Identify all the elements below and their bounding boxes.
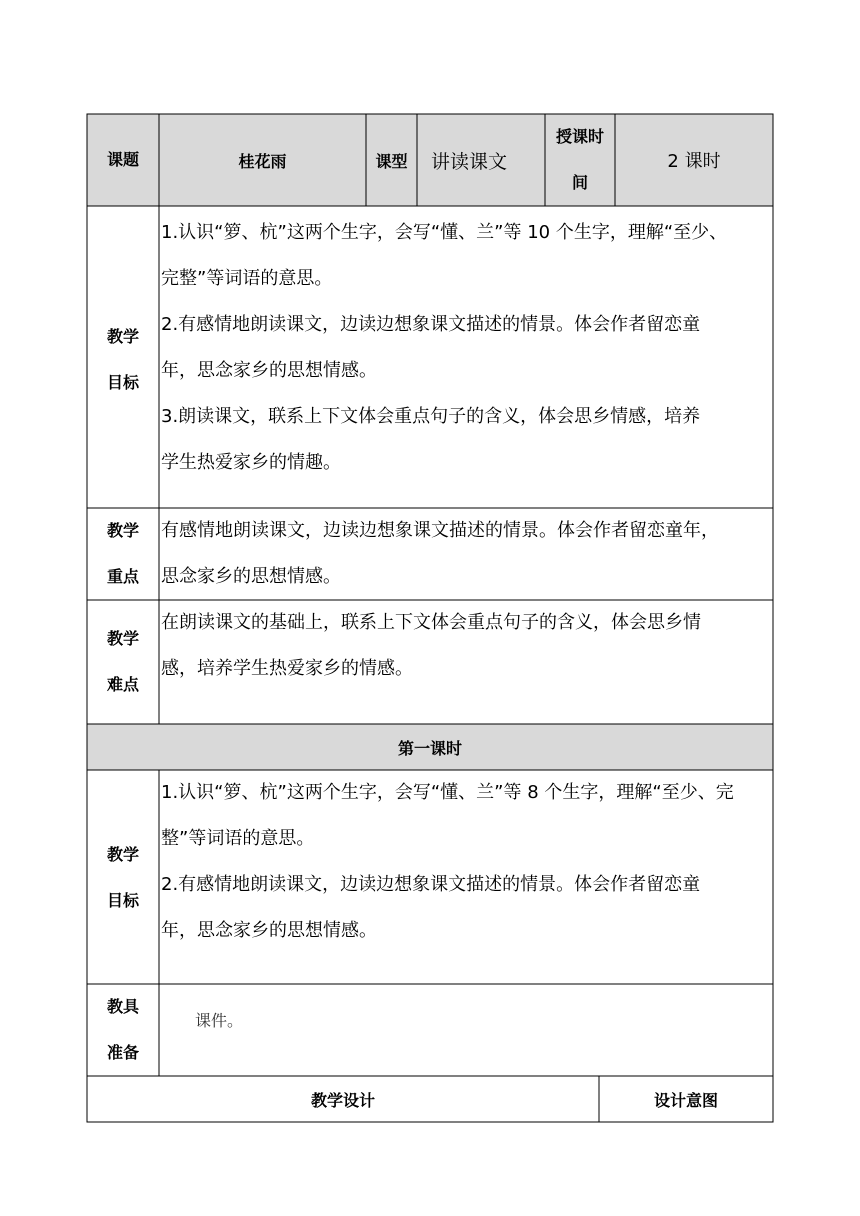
key-point-line: 有感情地朗读课文，边读边想象课文描述的情景。体会作者留恋童年， (161, 520, 719, 541)
objective-line: 年，思念家乡的思想情感。 (161, 360, 377, 381)
difficulty-line: 感，培养学生热爱家乡的情感。 (161, 658, 413, 679)
objective-line: 3.朗读课文，联系上下文体会重点句子的含义，体会思乡情感，培养 (161, 406, 701, 427)
objective-line: 2.有感情地朗读课文，边读边想象课文描述的情景。体会作者留恋童 (161, 874, 701, 895)
objective-line: 完整”等词语的意思。 (161, 268, 333, 289)
objective-line: 2.有感情地朗读课文，边读边想象课文描述的情景。体会作者留恋童 (161, 314, 701, 335)
objective-line: 整”等词语的意思。 (161, 828, 315, 849)
topic-value: 桂花雨 (159, 114, 366, 206)
objective-line: 1.认识“箩、杭”这两个生字，会写“懂、兰”等 10 个生字，理解“至少、 (161, 222, 728, 243)
type-label: 课型 (366, 114, 417, 206)
tools-label: 教具准备 (106, 997, 139, 1062)
tools-value: 课件。 (195, 1011, 244, 1030)
objective-line: 学生热爱家乡的情趣。 (161, 452, 341, 473)
key-point-line: 思念家乡的思想情感。 (161, 566, 341, 587)
objectives-label: 教学目标 (106, 327, 139, 392)
objective-line: 年，思念家乡的思想情感。 (161, 920, 377, 941)
first-lesson-objectives-label: 教学目标 (106, 845, 139, 910)
first-lesson-title: 第一课时 (87, 724, 773, 770)
objective-line: 1.认识“箩、杭”这两个生字，会写“懂、兰”等 8 个生字，理解“至少、完 (161, 782, 734, 803)
type-value: 讲读课文 (417, 114, 545, 206)
key-points-label: 教学重点 (106, 521, 139, 586)
difficulty-line: 在朗读课文的基础上，联系上下文体会重点句子的含义，体会思乡情 (161, 612, 701, 633)
teaching-design-header: 教学设计 (310, 1090, 375, 1110)
hours-value: 2 课时 (615, 114, 773, 206)
design-intent-header: 设计意图 (653, 1090, 718, 1110)
topic-label: 课题 (87, 114, 159, 206)
difficulties-label: 教学难点 (106, 629, 139, 694)
hours-label: 授课时间 (545, 114, 615, 206)
